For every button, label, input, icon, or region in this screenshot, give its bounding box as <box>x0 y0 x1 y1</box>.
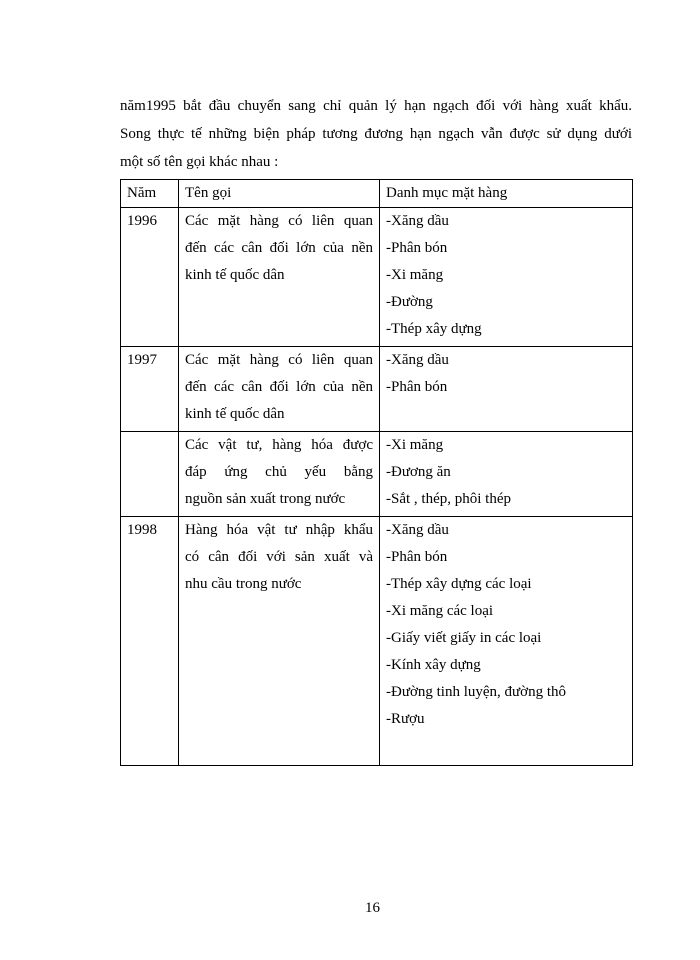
item-line: -Sắt , thép, phôi thép <box>386 491 511 507</box>
year-cell: 1996 <box>121 208 179 347</box>
intro-line-1: năm1995 bắt đầu chuyển sang chỉ quản lý hạn ngạch đối với hàng xuất khẩu. <box>120 98 632 114</box>
name-line: Các mặt hàng có liên quan <box>185 213 373 229</box>
table-row <box>121 208 633 347</box>
items-cell <box>380 432 633 517</box>
name-line: Các mặt hàng có liên quan <box>185 352 373 368</box>
year-cell <box>121 432 179 517</box>
quota-measures-table <box>120 179 633 766</box>
items-cell <box>380 347 633 432</box>
year-cell: 1998 <box>121 517 179 766</box>
intro-line-3: một số tên gọi khác nhau : <box>120 154 279 170</box>
items-cell <box>380 208 633 347</box>
name-line: đáp ứng chủ yếu bằng <box>185 464 373 480</box>
item-line: -Rượu <box>386 711 425 727</box>
table-row <box>121 517 633 766</box>
name-line: Các vật tư, hàng hóa được <box>185 437 373 453</box>
item-line: -Kính xây dựng <box>386 657 481 673</box>
items-cell <box>380 517 633 766</box>
item-line: -Đường <box>386 294 433 310</box>
item-line: -Phân bón <box>386 379 448 395</box>
item-line: -Xăng dầu <box>386 522 449 538</box>
header-year: Năm <box>121 180 179 208</box>
table-header-row <box>121 180 633 208</box>
item-line: -Xăng dầu <box>386 213 449 229</box>
page-number: 16 <box>365 900 380 916</box>
name-cell <box>179 432 380 517</box>
item-line: -Thép xây dựng các loại <box>386 576 532 592</box>
item-line: -Giấy viết giấy in các loại <box>386 630 542 646</box>
item-line: -Đương ăn <box>386 464 451 480</box>
item-line: -Phân bón <box>386 549 448 565</box>
name-line: đến các cân đối lớn của nền <box>185 240 373 256</box>
year-cell: 1997 <box>121 347 179 432</box>
name-cell <box>179 517 380 766</box>
name-line: kinh tế quốc dân <box>185 267 285 283</box>
name-cell <box>179 208 380 347</box>
name-cell <box>179 347 380 432</box>
intro-paragraph <box>120 92 632 176</box>
table-row <box>121 347 633 432</box>
header-name: Tên gọi <box>179 180 380 208</box>
name-line: nhu cầu trong nước <box>185 576 302 592</box>
name-line: có cân đối với sản xuất và <box>185 549 373 565</box>
item-line: -Xi măng <box>386 267 444 283</box>
item-line: -Thép xây dựng <box>386 321 482 337</box>
name-line: nguồn sản xuất trong nước <box>185 491 346 507</box>
item-line: -Xăng dầu <box>386 352 449 368</box>
name-line: Hàng hóa vật tư nhập khẩu <box>185 522 373 538</box>
table-row <box>121 432 633 517</box>
item-line: -Đường tinh luyện, đường thô <box>386 684 567 700</box>
name-line: đến các cân đối lớn của nền <box>185 379 373 395</box>
item-line: -Phân bón <box>386 240 448 256</box>
name-line: kinh tế quốc dân <box>185 406 285 422</box>
header-items: Danh mục mặt hàng <box>380 180 633 208</box>
item-line: -Xi măng các loại <box>386 603 494 619</box>
item-line: -Xi măng <box>386 437 444 453</box>
intro-line-2: Song thực tế những biện pháp tương đương hạn ngạch vẫn được sử dụng dưới <box>120 126 632 142</box>
